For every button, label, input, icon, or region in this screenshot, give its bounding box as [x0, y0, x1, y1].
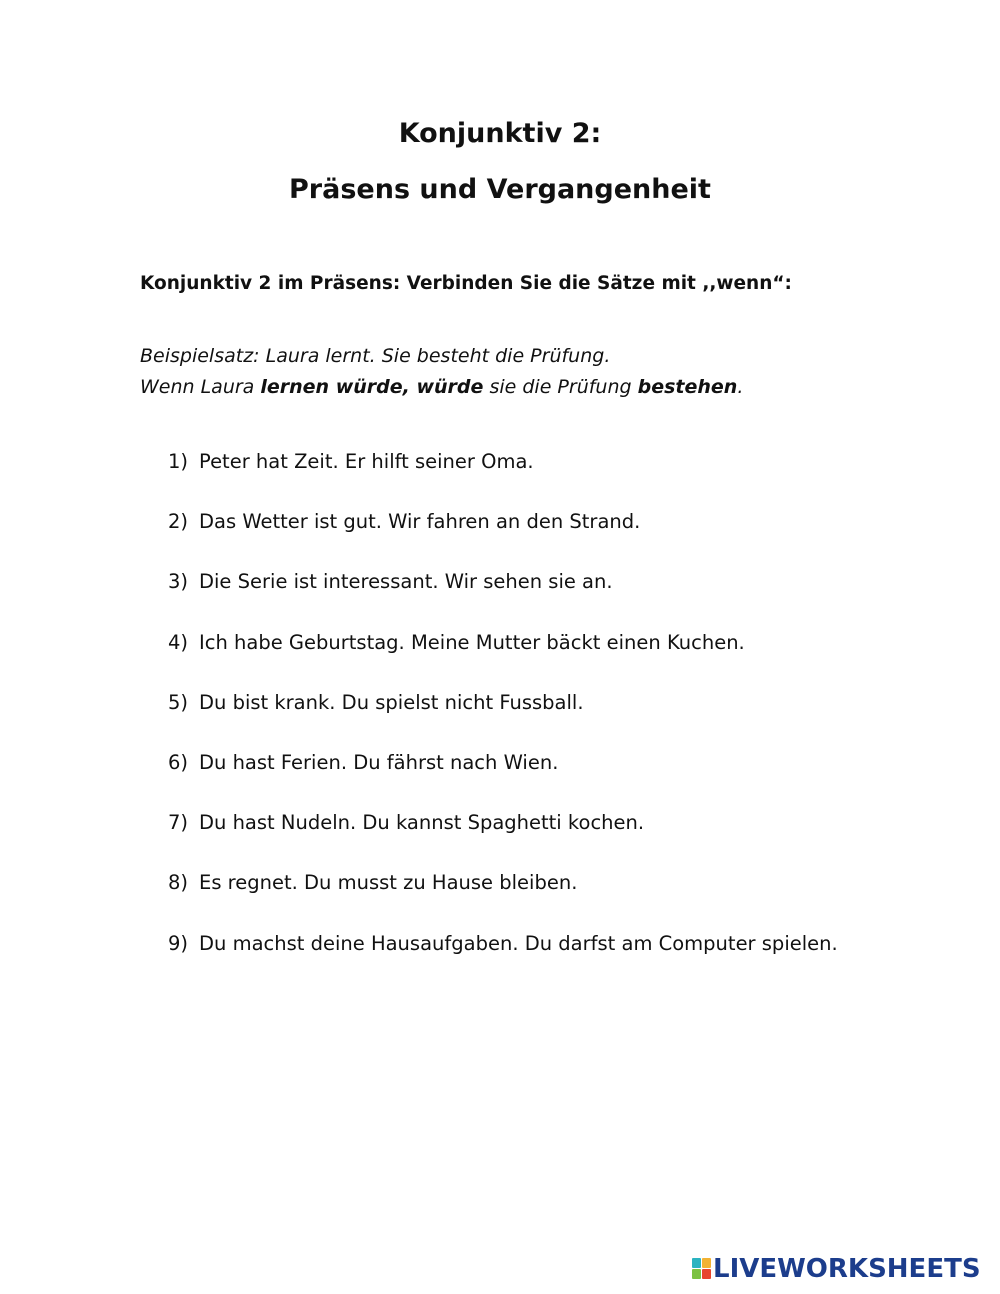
- task-number: 7): [168, 811, 189, 835]
- task-number: 8): [168, 871, 189, 895]
- example-answer-part: Wenn Laura: [140, 376, 261, 398]
- task-item: [168, 871, 838, 931]
- example-sentence: Beispielsatz: Laura lernt. Sie besteht die Prüfung.: [140, 345, 611, 367]
- example-answer: [140, 376, 743, 398]
- task-number: 3): [168, 570, 189, 594]
- task-number: 6): [168, 750, 189, 774]
- task-number: 9): [168, 931, 189, 955]
- task-text: Ich habe Geburtstag. Meine Mutter bäckt einen Kuchen.: [199, 630, 745, 654]
- task-item: [168, 751, 838, 811]
- task-number: 5): [168, 690, 189, 714]
- task-text: Du hast Ferien. Du fährst nach Wien.: [199, 750, 559, 774]
- task-item: [168, 450, 838, 510]
- task-item: [168, 631, 838, 691]
- liveworksheets-logo-icon: [692, 1258, 711, 1280]
- task-text: Du bist krank. Du spielst nicht Fussball.: [199, 690, 584, 714]
- liveworksheets-logo-text: LIVEWORKSHEETS: [713, 1254, 981, 1284]
- task-item: [168, 811, 838, 871]
- liveworksheets-logo[interactable]: [692, 1254, 981, 1284]
- task-text: Peter hat Zeit. Er hilft seiner Oma.: [199, 450, 534, 473]
- task-list: [168, 450, 838, 992]
- task-text: Die Serie ist interessant. Wir sehen sie an.: [199, 570, 613, 594]
- task-text: Du machst deine Hausaufgaben. Du darfst am Computer spielen.: [199, 931, 838, 955]
- exercise-instruction: Konjunktiv 2 im Präsens: Verbinden Sie die Sätze mit ,,wenn“:: [140, 273, 792, 294]
- example-answer-bold: lernen würde, würde: [260, 376, 484, 398]
- task-number: 4): [168, 630, 189, 654]
- task-text: Du hast Nudeln. Du kannst Spaghetti kochen.: [199, 811, 645, 835]
- task-number: 1): [168, 450, 189, 473]
- task-item: [168, 510, 838, 570]
- task-item: [168, 932, 838, 992]
- task-text: Es regnet. Du musst zu Hause bleiben.: [199, 871, 578, 895]
- example-answer-part: sie die Prüfung: [483, 376, 638, 398]
- task-item: [168, 570, 838, 630]
- task-item: [168, 691, 838, 751]
- task-number: 2): [168, 510, 189, 534]
- example-answer-bold: bestehen: [637, 376, 738, 398]
- example-answer-part: .: [737, 376, 744, 398]
- worksheet-subtitle: Präsens und Vergangenheit: [289, 174, 711, 205]
- worksheet-title: Konjunktiv 2:: [398, 118, 602, 149]
- task-text: Das Wetter ist gut. Wir fahren an den Strand.: [199, 510, 641, 534]
